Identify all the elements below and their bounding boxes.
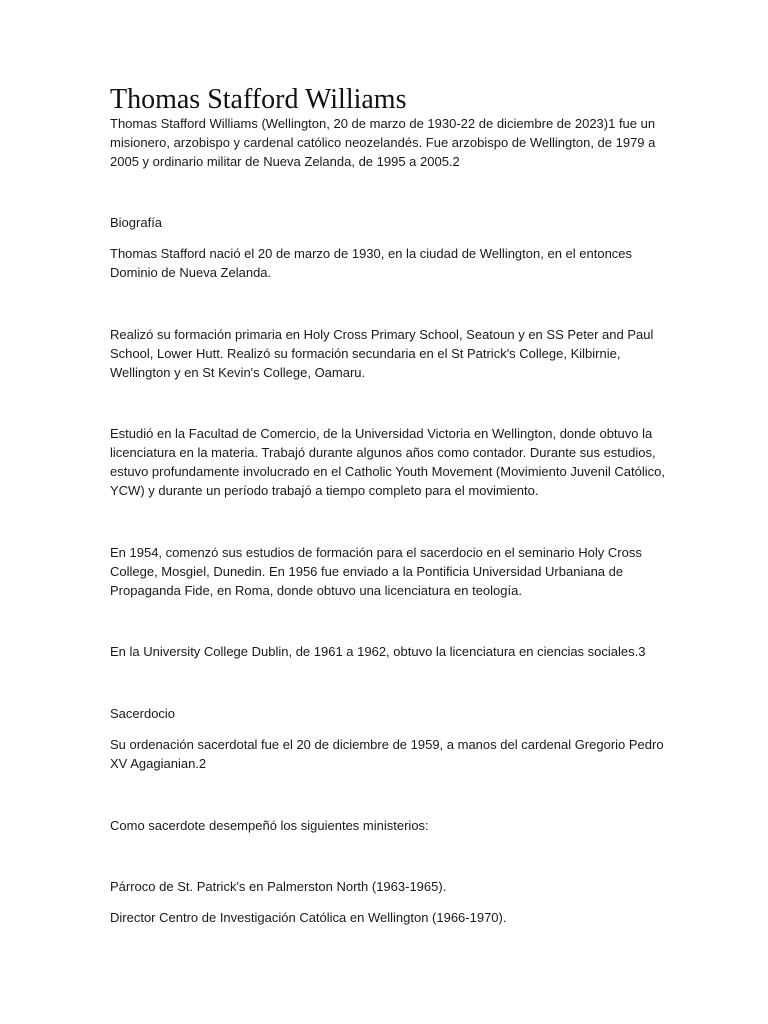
ministry-list-item-1: Párroco de St. Patrick's en Palmerston North (1963-1965). bbox=[110, 879, 447, 894]
page-title: Thomas Stafford Williams bbox=[110, 84, 407, 115]
sacerdocio-paragraph-1: Su ordenación sacerdotal fue el 20 de diciembre de 1959, a manos del cardenal Gregorio Pedro XV Agagianian.2 bbox=[110, 737, 664, 771]
biografia-paragraph-5: En la University College Dublin, de 1961 a 1962, obtuvo la licenciatura en ciencias sociales.3 bbox=[110, 644, 646, 659]
biografia-paragraph-4: En 1954, comenzó sus estudios de formación para el sacerdocio en el seminario Holy Cross College, Mosgiel, Dunedin. En 1956 fue enviado a la Pontificia Universidad Urbaniana de Propaganda Fide, en Roma, donde obtuvo una licenciatura en teología. bbox=[110, 545, 642, 598]
biografia-paragraph-1: Thomas Stafford nació el 20 de marzo de 1930, en la ciudad de Wellington, en el entonces Dominio de Nueva Zelanda. bbox=[110, 246, 633, 280]
ministry-list-item-2: Director Centro de Investigación Católica en Wellington (1966-1970). bbox=[110, 910, 507, 925]
section-heading-sacerdocio: Sacerdocio bbox=[110, 706, 176, 721]
biografia-paragraph-3: Estudió en la Facultad de Comercio, de la Universidad Victoria en Wellington, donde obtuvo la licenciatura en la materia. Trabajó durante algunos años como contador. Durante sus estudios, estuvo profundamente involucrado en el Catholic Youth Movement (Movimiento Juvenil Católico, YCW) y durante un período trabajó a tiempo completo para el movimiento. bbox=[110, 426, 665, 498]
biografia-paragraph-2: Realizó su formación primaria en Holy Cross Primary School, Seatoun y en SS Peter and Paul School, Lower Hutt. Realizó su formación secundaria en el St Patrick's College, Kilbirnie, Wellington y en St Kevin's College, Oamaru. bbox=[110, 327, 654, 380]
sacerdocio-paragraph-2: Como sacerdote desempeñó los siguientes ministerios: bbox=[110, 818, 429, 833]
section-heading-biografia: Biografía bbox=[110, 215, 163, 230]
intro-paragraph: Thomas Stafford Williams (Wellington, 20 de marzo de 1930-22 de diciembre de 2023)1 fue un misionero, arzobispo y cardenal católico neozelandés. Fue arzobispo de Wellington, de 1979 a 2005 y ordinario militar de Nueva Zelanda, de 1995 a 2005.2 bbox=[110, 116, 656, 169]
